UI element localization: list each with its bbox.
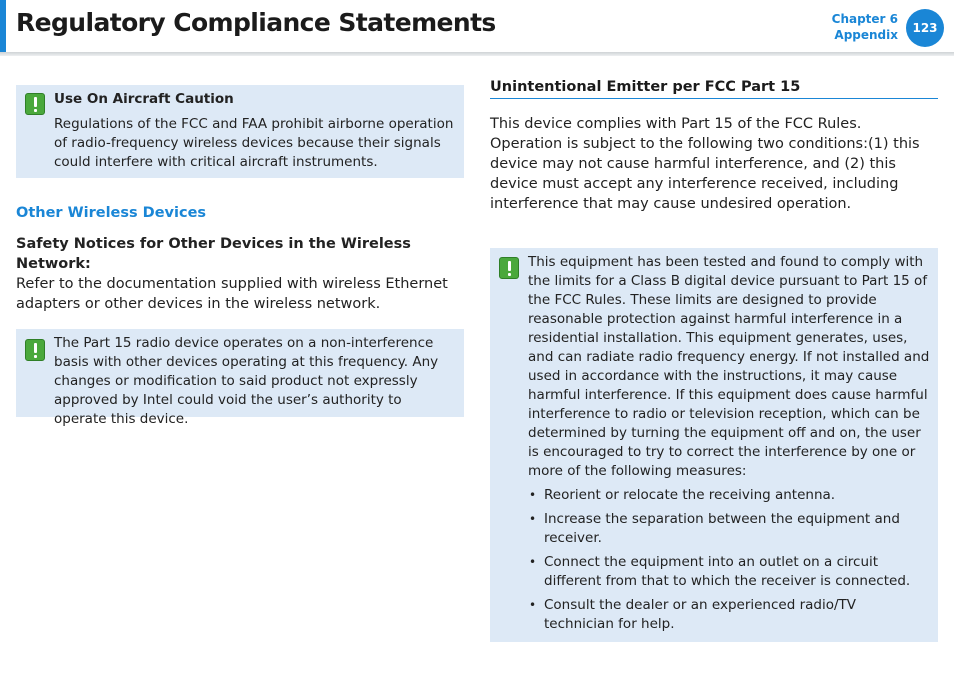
list-item: • Increase the separation between the equipment and receiver. — [528, 510, 930, 548]
measures-list — [528, 486, 930, 634]
safety-notice — [16, 234, 456, 314]
header-divider — [0, 52, 954, 56]
chapter-section: Appendix — [834, 28, 898, 42]
aircraft-caution-body: Regulations of the FCC and FAA prohibit airborne operation of radio-frequency wireless devices because their signals could interfere with critical aircraft instruments. — [54, 116, 454, 170]
page-title: Regulatory Compliance Statements — [16, 8, 496, 37]
warning-icon — [25, 93, 45, 115]
part15-note-body: The Part 15 radio device operates on a non-interference basis with other devices operating at this frequency. Any changes or modification to said product not expressly approved by Intel could void the user’s authority to operate this device. — [54, 335, 439, 427]
list-item: • Connect the equipment into an outlet on a circuit different from that to which the receiver is connected. — [528, 553, 930, 591]
list-item: • Reorient or relocate the receiving antenna. — [528, 486, 930, 505]
part15-note — [16, 329, 464, 427]
chapter-number: Chapter 6 — [831, 12, 898, 26]
chapter-label — [832, 11, 898, 43]
warning-icon — [499, 257, 519, 279]
safety-notice-body: Refer to the documentation supplied with wireless Ethernet adapters or other devices in the wireless network. — [16, 276, 448, 312]
list-item: • Consult the dealer or an experienced radio/TV technician for help. — [528, 596, 930, 634]
class-b-note — [490, 248, 938, 642]
header-accent-bar — [0, 0, 6, 52]
fcc-part15-heading: Unintentional Emitter per FCC Part 15 — [490, 79, 938, 99]
page-number-badge: 123 — [906, 9, 944, 47]
safety-notice-title: Safety Notices for Other Devices in the Wireless Network: — [16, 236, 411, 272]
aircraft-caution-note — [16, 85, 464, 178]
warning-icon — [25, 339, 45, 361]
fcc-intro-paragraph: This device complies with Part 15 of the FCC Rules. Operation is subject to the following two conditions:(1) this device may not cause harmful interference, and (2) this device must accept any interference received, including interference that may cause undesired operation. — [490, 116, 920, 212]
other-wireless-heading: Other Wireless Devices — [16, 205, 207, 221]
class-b-note-body: This equipment has been tested and found to comply with the limits for a Class B digital device pursuant to Part 15 of the FCC Rules. These limits are designed to provide reasonable protection against harmful interference in a residential installation. This equipment generates, uses, and can radiate radio frequency energy. If not installed and used in accordance with the instructions, it may cause harmful interference. If this equipment does cause harmful interference to radio or television reception, which can be determined by turning the equipment off and on, the user is encouraged to try to correct the interference by one or more of the following measures: — [528, 254, 930, 479]
aircraft-caution-title: Use On Aircraft Caution — [54, 91, 234, 107]
